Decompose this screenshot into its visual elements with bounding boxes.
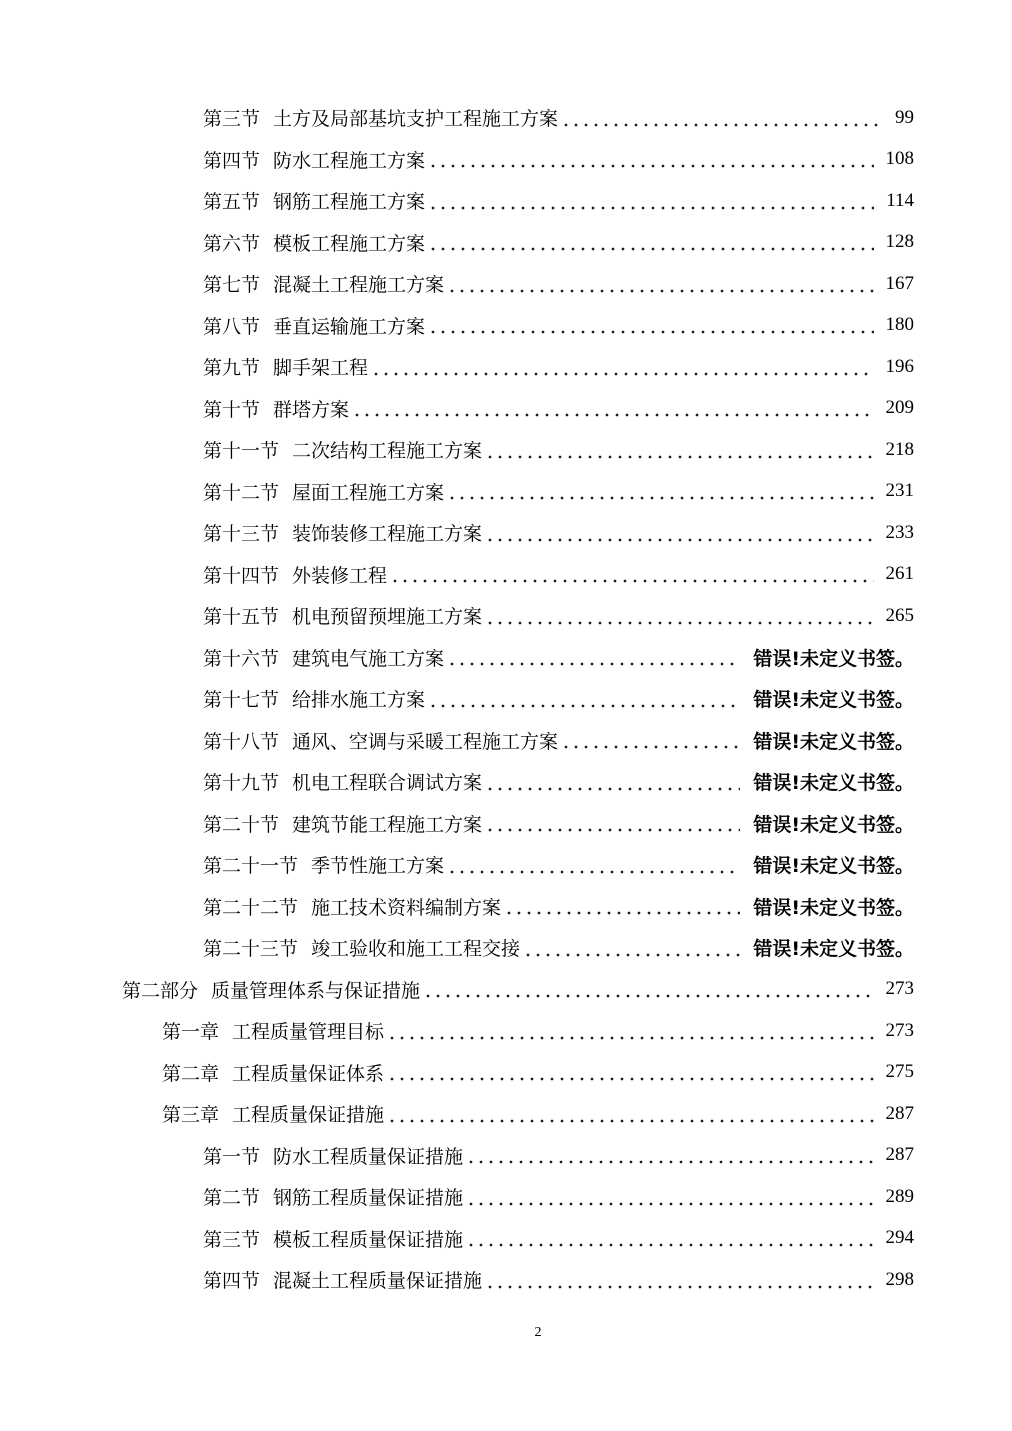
toc-entry [0,1218,914,1260]
toc-chapter-entry [0,1052,914,1094]
dot-leader [387,1021,873,1041]
toc-entry-page: 231 [885,480,914,502]
toc-entry-page: 289 [885,1185,914,1207]
toc-entry-title: 工程质量管理目标 [232,1021,385,1044]
toc-entry [0,554,914,596]
toc-entry-label: 第三节 [203,108,261,131]
toc-entry-label: 第三章 [162,1104,220,1127]
dot-leader [561,730,740,750]
toc-entry-label: 第二章 [162,1062,220,1085]
toc-entry-label: 第十三节 [203,523,280,546]
toc-entry-title: 混凝土工程质量保证措施 [273,1270,483,1293]
toc-entry-title: 机电工程联合调试方案 [292,772,483,795]
dot-leader [428,689,740,709]
toc-entry [0,512,914,554]
dot-leader [485,523,873,543]
toc-chapter-entry [0,1010,914,1052]
toc-entry-page: 273 [885,1019,914,1041]
toc-entry-label: 第二十一节 [203,855,299,878]
toc-entry-label: 第二部分 [122,979,199,1002]
toc-entry-page: 209 [885,397,914,419]
dot-leader [447,647,740,667]
toc-entry-label: 第十六节 [203,647,280,670]
toc-entry [0,305,914,347]
toc-entry-title: 防水工程施工方案 [273,149,426,172]
toc-entry-label: 第十二节 [203,481,280,504]
toc-entry [0,97,914,139]
toc-entry-page: 233 [885,521,914,543]
toc-entry-title: 防水工程质量保证措施 [273,1145,464,1168]
toc-entry-label: 第十八节 [203,730,280,753]
toc-entry-page: 261 [885,563,914,585]
toc-entry-title: 钢筋工程施工方案 [273,191,426,214]
dot-leader [485,606,873,626]
dot-leader [523,938,740,958]
toc-entry-label: 第二十二节 [203,896,299,919]
toc-entry-title: 给排水施工方案 [292,689,426,712]
toc-entry [0,678,914,720]
toc-entry-title: 模板工程质量保证措施 [273,1228,464,1251]
toc-entry-title: 机电预留预埋施工方案 [292,606,483,629]
toc-chapter-entry [0,1093,914,1135]
toc-entry-title: 竣工验收和施工工程交接 [311,938,521,961]
toc-entry-page: 287 [885,1102,914,1124]
toc-entry [0,1135,914,1177]
dot-leader [485,813,740,833]
toc-entry [0,471,914,513]
toc-entry-label: 第九节 [203,357,261,380]
toc-entry-label: 第二十三节 [203,938,299,961]
toc-entry-page: 294 [885,1227,914,1249]
dot-leader [428,149,873,169]
toc-entry-title: 工程质量保证措施 [232,1104,385,1127]
toc-entry-label: 第五节 [203,191,261,214]
toc-entry-label: 第七节 [203,274,261,297]
toc-entry [0,761,914,803]
dot-leader [447,855,740,875]
toc-entry-page: 275 [885,1061,914,1083]
toc-entry-page-error: 错误!未定义书签。 [753,938,914,961]
toc-entry-label: 第十五节 [203,606,280,629]
toc-entry-page: 180 [885,314,914,336]
toc-entry [0,263,914,305]
dot-leader [423,979,873,999]
toc-entry-label: 第二节 [203,1187,261,1210]
toc-entry-page: 218 [885,438,914,460]
toc-entry-title: 外装修工程 [292,564,388,587]
toc-entry-title: 群塔方案 [273,398,350,421]
toc-entry-label: 第二十节 [203,813,280,836]
dot-leader [447,481,873,501]
toc-entry-title: 季节性施工方案 [311,855,445,878]
toc-entry-page-error: 错误!未定义书签。 [753,730,914,753]
toc-entry-label: 第一节 [203,1145,261,1168]
toc-entry [0,927,914,969]
toc-entry-label: 第十节 [203,398,261,421]
dot-leader [371,357,873,377]
dot-leader [428,232,873,252]
toc-entry-title: 二次结构工程施工方案 [292,440,483,463]
toc-entry [0,844,914,886]
toc-entry [0,346,914,388]
toc-entry-title: 质量管理体系与保证措施 [211,979,421,1002]
toc-entry-page: 298 [885,1268,914,1290]
toc-entry-title: 垂直运输施工方案 [273,315,426,338]
toc-entry [0,222,914,264]
toc-entry [0,886,914,928]
toc-entry-page-error: 错误!未定义书签。 [753,689,914,712]
toc-entry-label: 第四节 [203,149,261,172]
toc-entry-label: 第三节 [203,1228,261,1251]
toc-entry-label: 第八节 [203,315,261,338]
toc-entry-title: 土方及局部基坑支护工程施工方案 [273,108,559,131]
toc-entry-title: 通风、空调与采暖工程施工方案 [292,730,559,753]
toc-entry-page: 128 [885,231,914,253]
dot-leader [428,191,874,211]
dot-leader [447,274,873,294]
toc-entry-label: 第十一节 [203,440,280,463]
toc-entry-page-error: 错误!未定义书签。 [753,855,914,878]
toc-entry [0,429,914,471]
dot-leader [561,108,883,128]
toc-entry-page: 287 [885,1144,914,1166]
toc-entry-page: 108 [885,148,914,170]
dot-leader [352,398,873,418]
toc-entry-label: 第十九节 [203,772,280,795]
toc-entry [0,388,914,430]
toc-entry-page-error: 错误!未定义书签。 [753,647,914,670]
toc-entry-title: 建筑电气施工方案 [292,647,445,670]
toc-entry [0,180,914,222]
toc-entry-page-error: 错误!未定义书签。 [753,813,914,836]
toc-entry-page-error: 错误!未定义书签。 [753,772,914,795]
toc-entry [0,139,914,181]
toc-entry [0,595,914,637]
toc-entry-title: 钢筋工程质量保证措施 [273,1187,464,1210]
dot-leader [485,772,740,792]
toc-entry-page-error: 错误!未定义书签。 [753,896,914,919]
toc-part-entry [0,969,914,1011]
dot-leader [466,1145,873,1165]
toc-entry-label: 第一章 [162,1021,220,1044]
dot-leader [390,564,873,584]
toc-entry-title: 脚手架工程 [273,357,369,380]
toc-entry-label: 第十四节 [203,564,280,587]
toc-entry [0,1176,914,1218]
toc-entry [0,803,914,845]
toc-entry-label: 第十七节 [203,689,280,712]
dot-leader [485,440,873,460]
toc-entry [0,637,914,679]
table-of-contents [0,97,914,1301]
toc-entry-title: 屋面工程施工方案 [292,481,445,504]
toc-entry-page: 167 [885,272,914,294]
toc-entry-title: 工程质量保证体系 [232,1062,385,1085]
dot-leader [466,1187,873,1207]
toc-entry-label: 第六节 [203,232,261,255]
toc-entry [0,720,914,762]
dot-leader [428,315,873,335]
toc-entry-title: 混凝土工程施工方案 [273,274,445,297]
toc-entry-page: 196 [885,355,914,377]
dot-leader [466,1228,873,1248]
toc-entry-title: 模板工程施工方案 [273,232,426,255]
dot-leader [485,1270,873,1290]
toc-entry-page: 99 [895,106,914,128]
toc-entry [0,1259,914,1301]
toc-entry-title: 建筑节能工程施工方案 [292,813,483,836]
toc-entry-label: 第四节 [203,1270,261,1293]
toc-entry-page: 114 [886,189,914,211]
dot-leader [387,1062,873,1082]
dot-leader [504,896,740,916]
toc-entry-page: 273 [885,978,914,1000]
toc-entry-page: 265 [885,604,914,626]
page-number: 2 [534,1325,542,1340]
toc-entry-title: 装饰装修工程施工方案 [292,523,483,546]
toc-entry-title: 施工技术资料编制方案 [311,896,502,919]
dot-leader [387,1104,873,1124]
